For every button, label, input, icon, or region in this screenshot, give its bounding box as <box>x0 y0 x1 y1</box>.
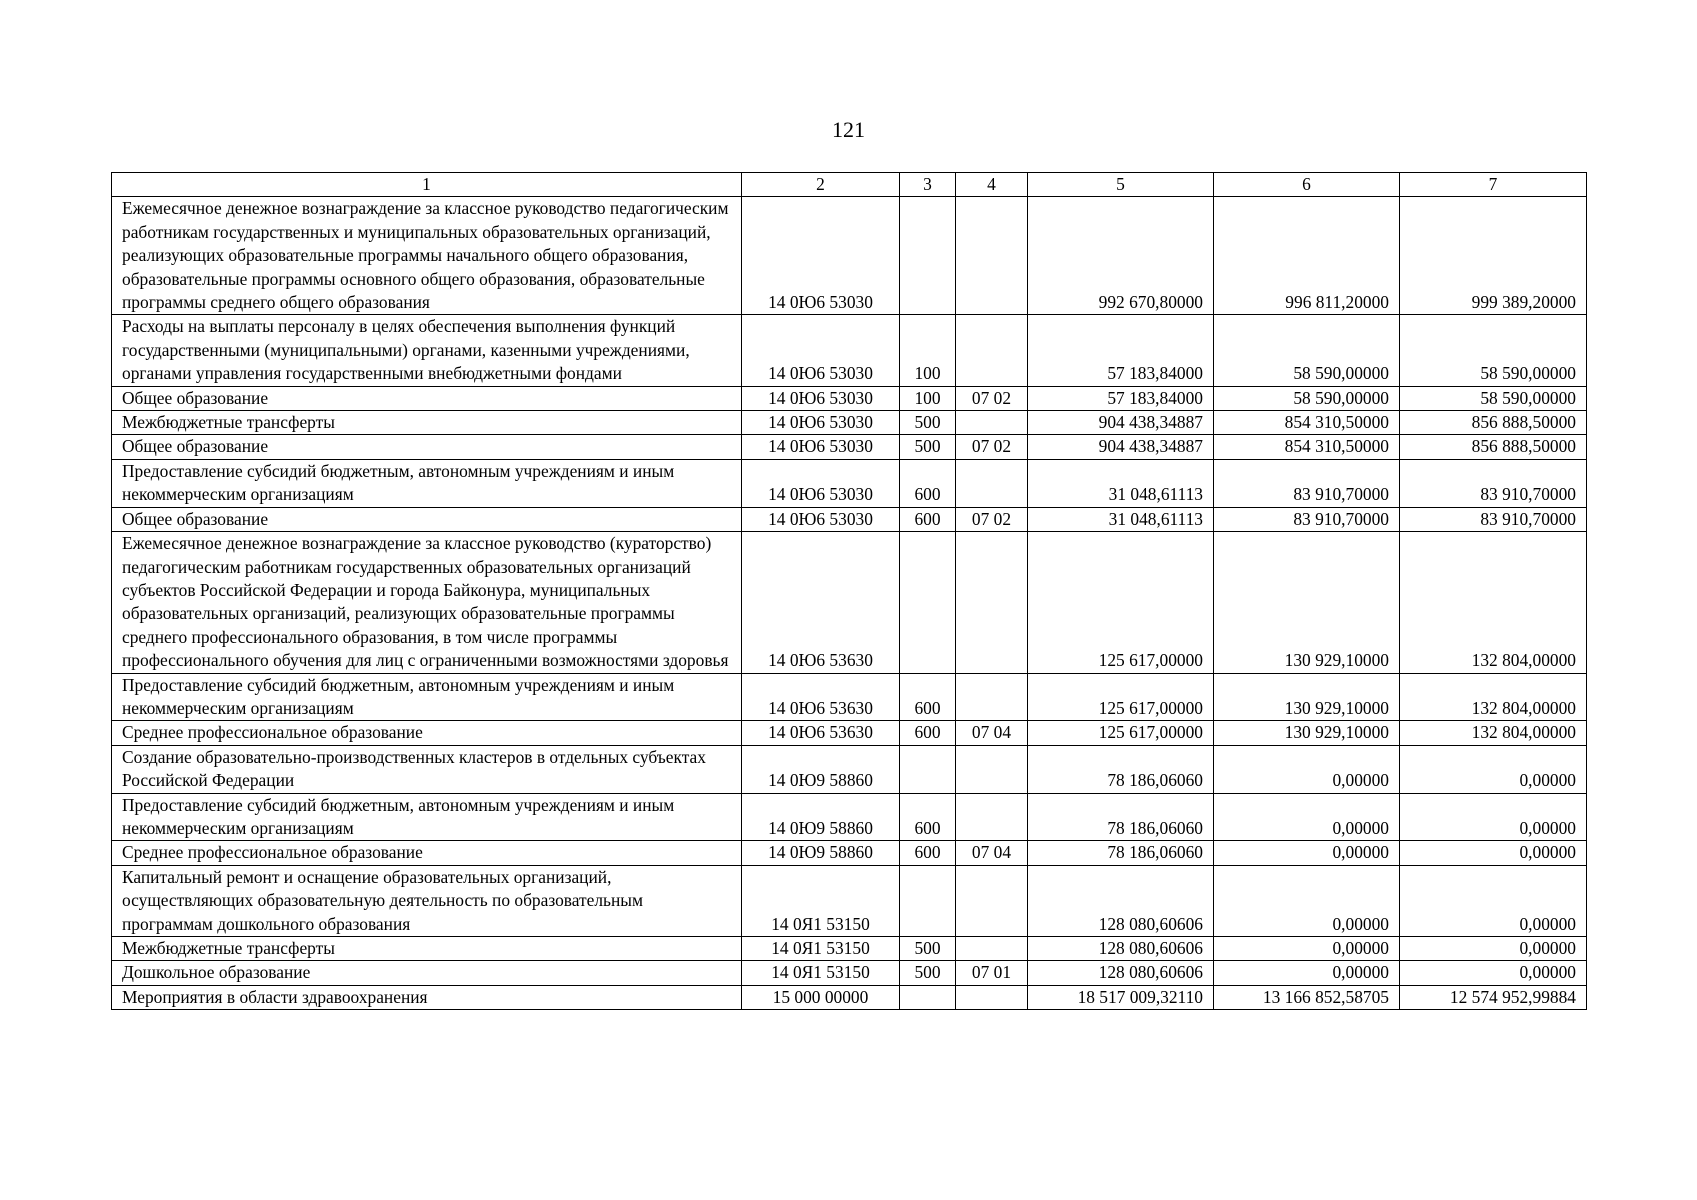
expense-type-cell: 500 <box>900 961 956 985</box>
expense-type-cell: 600 <box>900 721 956 745</box>
header-row <box>112 173 1587 197</box>
section-code-cell <box>956 411 1028 435</box>
amount-year1-cell: 904 438,34887 <box>1028 435 1214 459</box>
amount-year3-cell: 132 804,00000 <box>1400 721 1587 745</box>
target-code-cell: 14 0Ю6 53030 <box>742 459 900 507</box>
expense-type-cell <box>900 532 956 673</box>
target-code-cell: 14 0Ю9 58860 <box>742 841 900 865</box>
section-code-cell: 07 04 <box>956 721 1028 745</box>
target-code-cell: 14 0Ю6 53030 <box>742 315 900 386</box>
amount-year1-cell: 78 186,06060 <box>1028 841 1214 865</box>
section-code-cell <box>956 197 1028 315</box>
target-code-cell: 14 0Ю6 53630 <box>742 721 900 745</box>
header-cell: 1 <box>112 173 742 197</box>
amount-year3-cell: 999 389,20000 <box>1400 197 1587 315</box>
amount-year3-cell: 58 590,00000 <box>1400 315 1587 386</box>
amount-year2-cell: 0,00000 <box>1214 745 1400 793</box>
amount-year3-cell: 132 804,00000 <box>1400 532 1587 673</box>
amount-year3-cell: 83 910,70000 <box>1400 507 1587 531</box>
header-cell: 5 <box>1028 173 1214 197</box>
row-name-cell: Создание образовательно-производственных кластеров в отдельных субъектах Российской Федерации <box>112 745 742 793</box>
table-row <box>112 721 1587 745</box>
table-row <box>112 961 1587 985</box>
row-name-cell: Межбюджетные трансферты <box>112 411 742 435</box>
target-code-cell: 14 0Я1 53150 <box>742 937 900 961</box>
amount-year2-cell: 130 929,10000 <box>1214 673 1400 721</box>
row-name-cell: Среднее профессиональное образование <box>112 841 742 865</box>
amount-year2-cell: 854 310,50000 <box>1214 411 1400 435</box>
table-row <box>112 985 1587 1009</box>
target-code-cell: 14 0Ю9 58860 <box>742 745 900 793</box>
header-cell: 3 <box>900 173 956 197</box>
target-code-cell: 14 0Ю6 53630 <box>742 673 900 721</box>
page-number: 121 <box>832 117 865 142</box>
table-row <box>112 673 1587 721</box>
amount-year3-cell: 856 888,50000 <box>1400 435 1587 459</box>
table-row <box>112 793 1587 841</box>
header-cell: 6 <box>1214 173 1400 197</box>
amount-year3-cell: 132 804,00000 <box>1400 673 1587 721</box>
amount-year1-cell: 31 048,61113 <box>1028 459 1214 507</box>
expense-type-cell <box>900 985 956 1009</box>
amount-year1-cell: 57 183,84000 <box>1028 386 1214 410</box>
expense-type-cell <box>900 865 956 936</box>
amount-year1-cell: 128 080,60606 <box>1028 865 1214 936</box>
amount-year2-cell: 13 166 852,58705 <box>1214 985 1400 1009</box>
row-name-cell: Общее образование <box>112 386 742 410</box>
target-code-cell: 14 0Ю6 53030 <box>742 197 900 315</box>
amount-year1-cell: 31 048,61113 <box>1028 507 1214 531</box>
target-code-cell: 14 0Я1 53150 <box>742 865 900 936</box>
expense-type-cell: 600 <box>900 459 956 507</box>
amount-year1-cell: 125 617,00000 <box>1028 721 1214 745</box>
amount-year2-cell: 854 310,50000 <box>1214 435 1400 459</box>
expense-type-cell: 100 <box>900 386 956 410</box>
amount-year1-cell: 125 617,00000 <box>1028 673 1214 721</box>
amount-year2-cell: 0,00000 <box>1214 841 1400 865</box>
table-row <box>112 315 1587 386</box>
amount-year3-cell: 0,00000 <box>1400 865 1587 936</box>
amount-year1-cell: 128 080,60606 <box>1028 961 1214 985</box>
target-code-cell: 14 0Ю6 53030 <box>742 411 900 435</box>
row-name-cell: Общее образование <box>112 507 742 531</box>
table-row <box>112 197 1587 315</box>
expense-type-cell: 100 <box>900 315 956 386</box>
row-name-cell: Ежемесячное денежное вознаграждение за классное руководство педагогическим работникам государственных и муниципальных образовательных организаций, реализующих образовательные программы начального общего образования, образовательные программы основного общего образования, образовательные программы среднего общего образования <box>112 197 742 315</box>
expense-type-cell: 600 <box>900 673 956 721</box>
row-name-cell: Предоставление субсидий бюджетным, автономным учреждениям и иным некоммерческим организациям <box>112 459 742 507</box>
table-row <box>112 411 1587 435</box>
row-name-cell: Мероприятия в области здравоохранения <box>112 985 742 1009</box>
row-name-cell: Межбюджетные трансферты <box>112 937 742 961</box>
table-row <box>112 459 1587 507</box>
target-code-cell: 14 0Ю6 53030 <box>742 386 900 410</box>
amount-year3-cell: 12 574 952,99884 <box>1400 985 1587 1009</box>
amount-year3-cell: 0,00000 <box>1400 745 1587 793</box>
target-code-cell: 14 0Ю6 53030 <box>742 507 900 531</box>
expense-type-cell <box>900 745 956 793</box>
header-cell: 4 <box>956 173 1028 197</box>
amount-year2-cell: 83 910,70000 <box>1214 459 1400 507</box>
section-code-cell <box>956 793 1028 841</box>
table-row <box>112 435 1587 459</box>
expense-type-cell: 500 <box>900 937 956 961</box>
section-code-cell <box>956 673 1028 721</box>
amount-year1-cell: 57 183,84000 <box>1028 315 1214 386</box>
amount-year3-cell: 0,00000 <box>1400 793 1587 841</box>
row-name-cell: Общее образование <box>112 435 742 459</box>
amount-year1-cell: 78 186,06060 <box>1028 745 1214 793</box>
row-name-cell: Предоставление субсидий бюджетным, автономным учреждениям и иным некоммерческим организациям <box>112 673 742 721</box>
header-cell: 7 <box>1400 173 1587 197</box>
table-row <box>112 386 1587 410</box>
section-code-cell: 07 02 <box>956 507 1028 531</box>
expense-type-cell: 500 <box>900 435 956 459</box>
amount-year2-cell: 0,00000 <box>1214 961 1400 985</box>
row-name-cell: Дошкольное образование <box>112 961 742 985</box>
amount-year2-cell: 996 811,20000 <box>1214 197 1400 315</box>
amount-year2-cell: 0,00000 <box>1214 865 1400 936</box>
row-name-cell: Среднее профессиональное образование <box>112 721 742 745</box>
table-row <box>112 865 1587 936</box>
table-row <box>112 841 1587 865</box>
section-code-cell <box>956 865 1028 936</box>
expense-type-cell: 500 <box>900 411 956 435</box>
section-code-cell <box>956 532 1028 673</box>
section-code-cell: 07 02 <box>956 386 1028 410</box>
section-code-cell: 07 01 <box>956 961 1028 985</box>
table-row <box>112 532 1587 673</box>
amount-year2-cell: 58 590,00000 <box>1214 386 1400 410</box>
amount-year1-cell: 78 186,06060 <box>1028 793 1214 841</box>
expense-type-cell: 600 <box>900 507 956 531</box>
row-name-cell: Расходы на выплаты персоналу в целях обеспечения выполнения функций государственными (муниципальными) органами, казенными учреждениями, органами управления государственными внебюджетными фондами <box>112 315 742 386</box>
amount-year1-cell: 18 517 009,32110 <box>1028 985 1214 1009</box>
amount-year2-cell: 130 929,10000 <box>1214 721 1400 745</box>
budget-table <box>111 172 1587 1010</box>
section-code-cell <box>956 459 1028 507</box>
amount-year3-cell: 0,00000 <box>1400 841 1587 865</box>
amount-year1-cell: 125 617,00000 <box>1028 532 1214 673</box>
section-code-cell <box>956 937 1028 961</box>
table-row <box>112 937 1587 961</box>
amount-year3-cell: 0,00000 <box>1400 937 1587 961</box>
target-code-cell: 15 000 00000 <box>742 985 900 1009</box>
section-code-cell <box>956 315 1028 386</box>
section-code-cell: 07 04 <box>956 841 1028 865</box>
table-row <box>112 745 1587 793</box>
amount-year3-cell: 0,00000 <box>1400 961 1587 985</box>
table-row <box>112 507 1587 531</box>
amount-year2-cell: 0,00000 <box>1214 937 1400 961</box>
amount-year2-cell: 0,00000 <box>1214 793 1400 841</box>
header-cell: 2 <box>742 173 900 197</box>
row-name-cell: Капитальный ремонт и оснащение образовательных организаций, осуществляющих образовательную деятельность по образовательным программам дошкольного образования <box>112 865 742 936</box>
section-code-cell <box>956 745 1028 793</box>
section-code-cell <box>956 985 1028 1009</box>
amount-year3-cell: 58 590,00000 <box>1400 386 1587 410</box>
target-code-cell: 14 0Ю6 53030 <box>742 435 900 459</box>
amount-year2-cell: 58 590,00000 <box>1214 315 1400 386</box>
target-code-cell: 14 0Ю6 53630 <box>742 532 900 673</box>
expense-type-cell: 600 <box>900 841 956 865</box>
target-code-cell: 14 0Я1 53150 <box>742 961 900 985</box>
amount-year3-cell: 83 910,70000 <box>1400 459 1587 507</box>
amount-year1-cell: 992 670,80000 <box>1028 197 1214 315</box>
expense-type-cell <box>900 197 956 315</box>
row-name-cell: Ежемесячное денежное вознаграждение за классное руководство (кураторство) педагогическим работникам государственных образовательных организаций субъектов Российской Федерации и города Байконура, муниципальных образовательных организаций, реализующих образовательные программы среднего профессионального образования, в том числе программы профессионального обучения для лиц с ограниченными возможностями здоровья <box>112 532 742 673</box>
amount-year1-cell: 904 438,34887 <box>1028 411 1214 435</box>
amount-year1-cell: 128 080,60606 <box>1028 937 1214 961</box>
amount-year3-cell: 856 888,50000 <box>1400 411 1587 435</box>
row-name-cell: Предоставление субсидий бюджетным, автономным учреждениям и иным некоммерческим организациям <box>112 793 742 841</box>
amount-year2-cell: 83 910,70000 <box>1214 507 1400 531</box>
expense-type-cell: 600 <box>900 793 956 841</box>
section-code-cell: 07 02 <box>956 435 1028 459</box>
amount-year2-cell: 130 929,10000 <box>1214 532 1400 673</box>
target-code-cell: 14 0Ю9 58860 <box>742 793 900 841</box>
